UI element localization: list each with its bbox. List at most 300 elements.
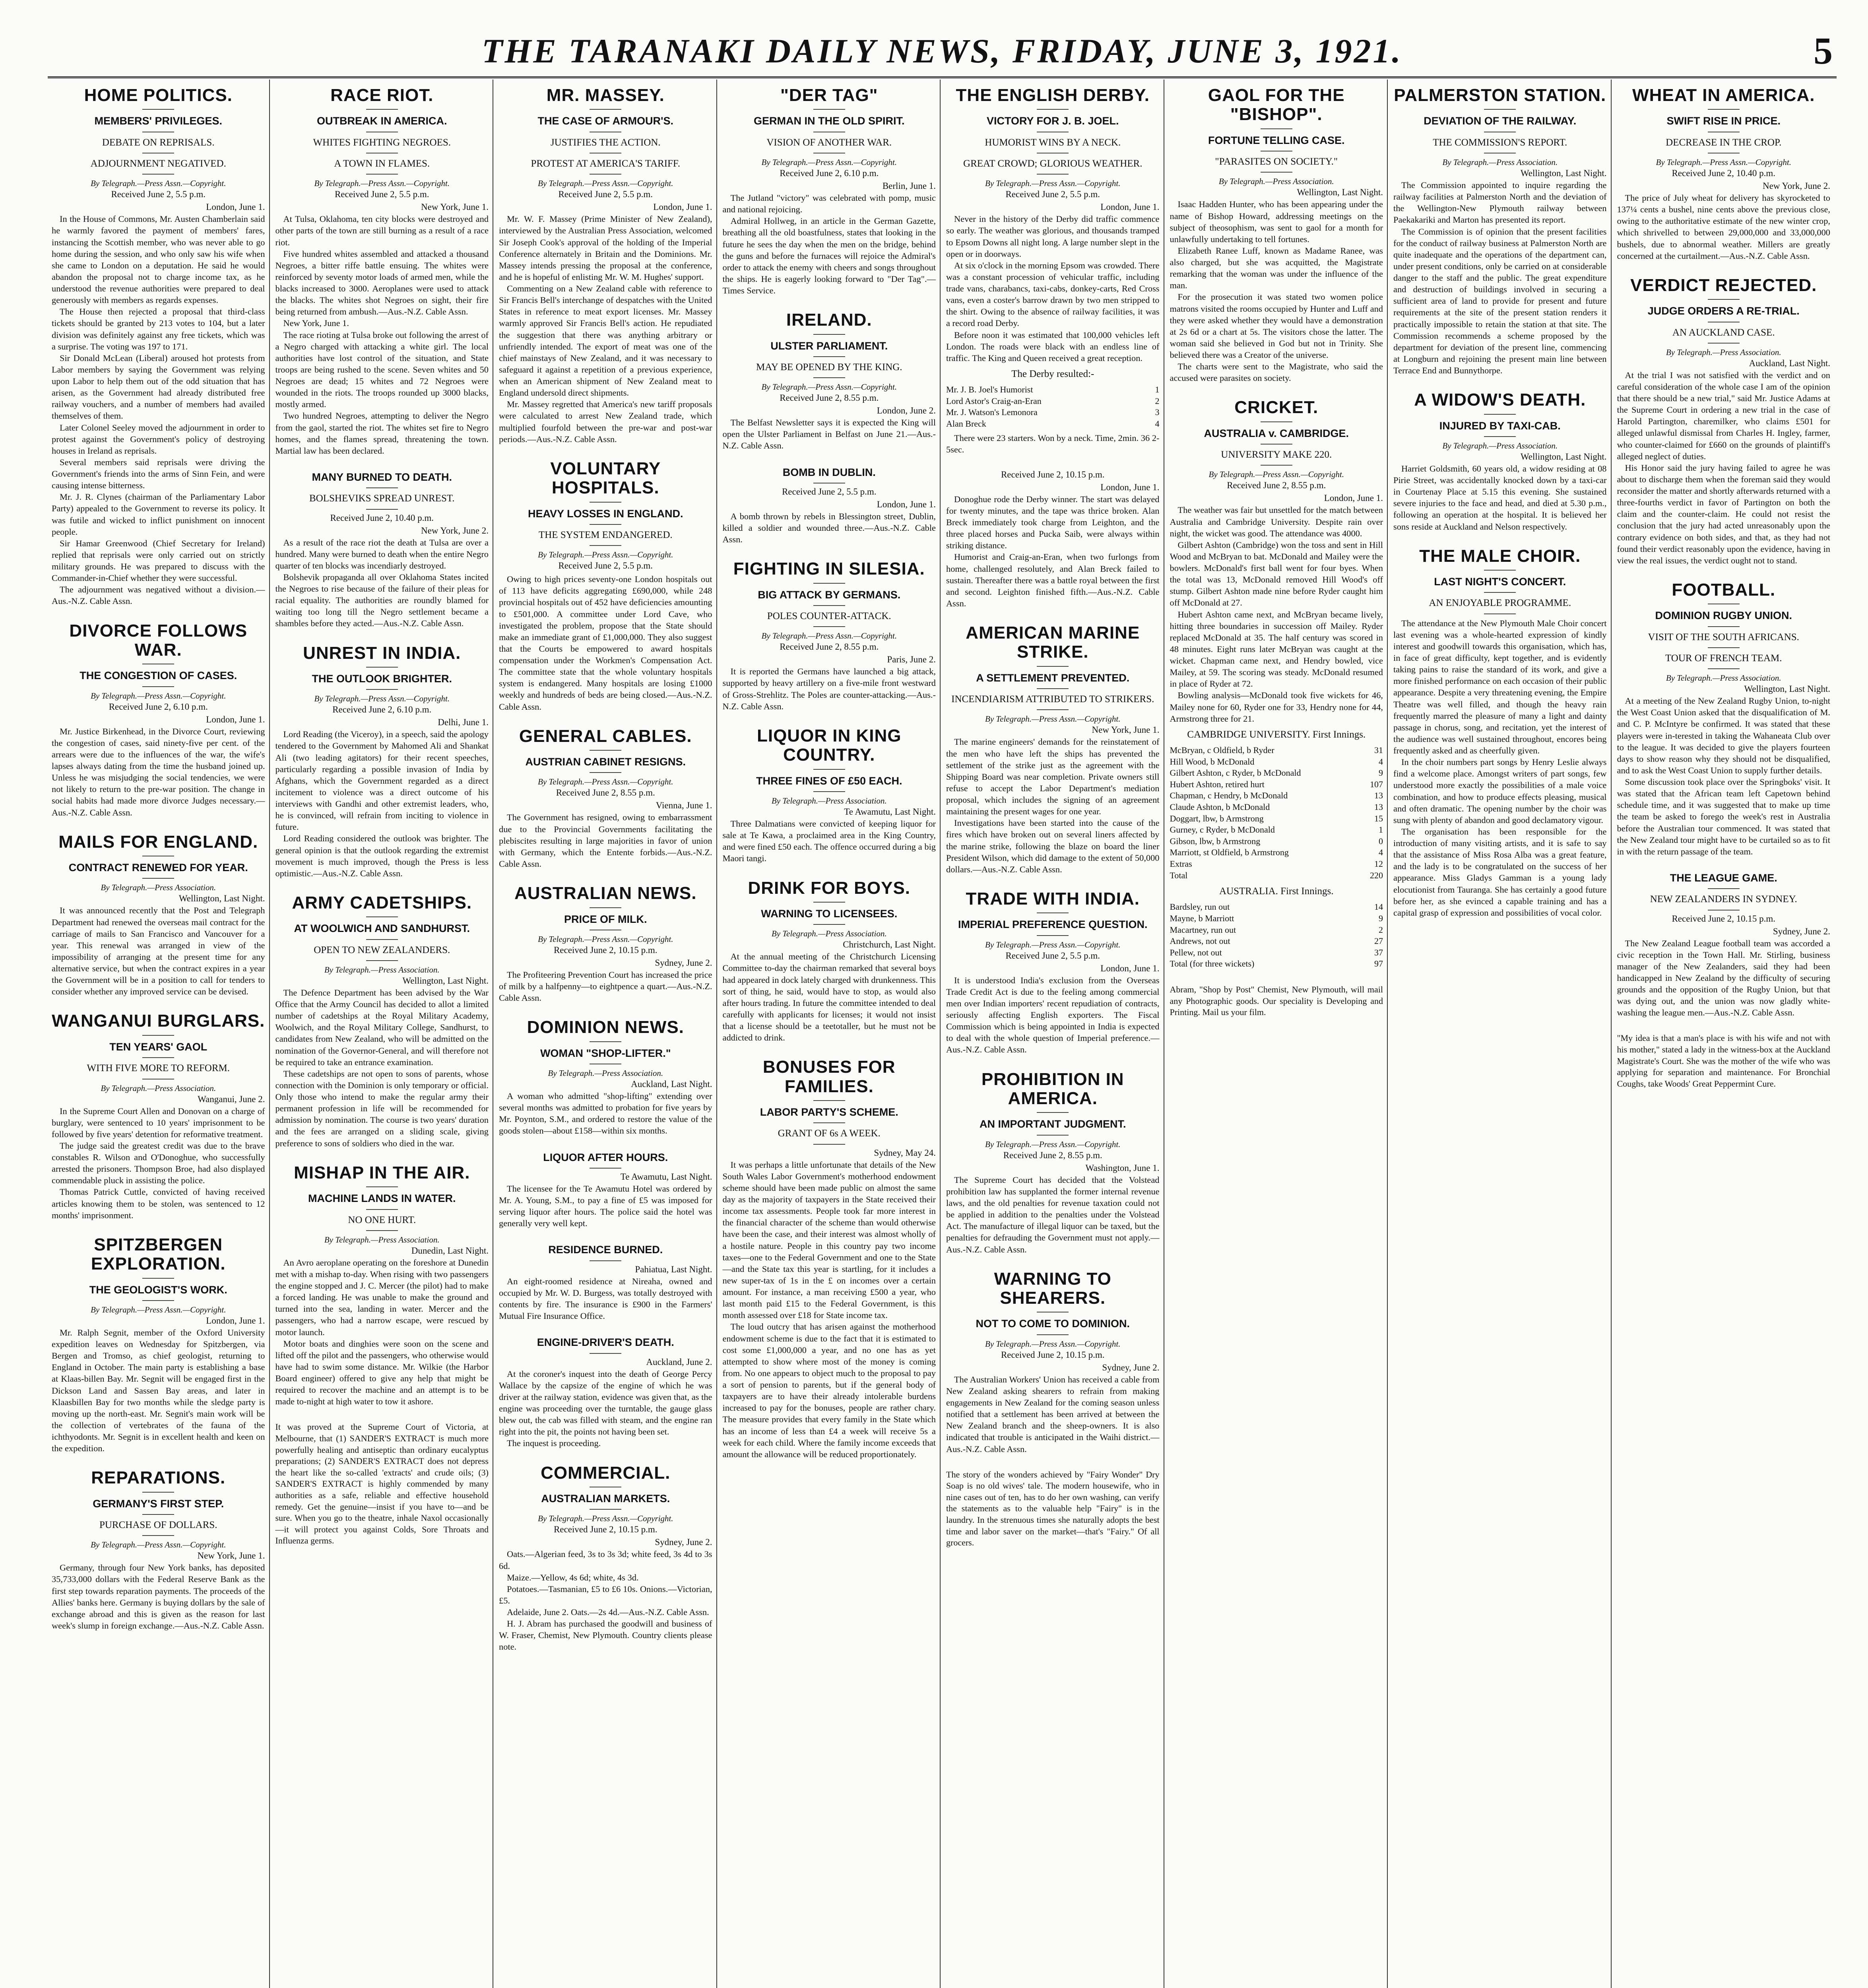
article (52, 1011, 265, 1221)
paragraph: Lord Reading (the Viceroy), in a speech, said the apology tendered to the Government by Mahomed Ali and Shankat Ali (two leading agitators) for their recent speeches, particularly regarding a possible invasion of India by Afghans, which the Government regarded as a direct incitement to violence was a direct outcome of his interviews with Gandhi and other extremist leaders, who, he is convinced, will refrain from inciting to violence in future. (275, 729, 489, 832)
column-rule (1387, 80, 1388, 1988)
article-subheading: GERMAN IN THE OLD SPIRIT. (753, 115, 905, 127)
paragraph: Mr. Justice Birkenhead, in the Divorce Court, reviewing the congestion of cases, said ninety-five per cent. of the arrears were due to the influences of the war, the wife's lapses always dating from the time the husband joined up. Unless he was misjudging the social tendencies, we were not likely to return to the pre-war position. The change in social habits had made more divorce Judges necessary.—Aus.-N.Z. Cable Assn. (52, 726, 265, 817)
paragraph: Later Colonel Seeley moved the adjournment in order to protest against the Government's policy of destroying houses in Ireland as reprisals. (52, 422, 265, 456)
article-subheading: WARNING TO LICENSEES. (761, 907, 898, 920)
article (1393, 547, 1607, 918)
paragraph: The Jutland "victory" was celebrated with pomp, music and national rejoicing. (722, 193, 936, 215)
table-cell-name: Hubert Ashton, retired hurt (1170, 779, 1265, 789)
received-line: Received June 2, 8.55 p.m. (1227, 480, 1326, 491)
article-subheading: VICTORY FOR J. B. JOEL. (986, 115, 1119, 127)
advertisement: It was proved at the Supreme Court of Victoria, at Melbourne, that (1) SANDER'S EXTRACT is much more powerfully healing and antiseptic than ordinary eucalyptus preparations; (2) SANDER'S EXTRACT does not depress the heart like the so-called 'extracts' and crude oils; (3) SANDER'S EXTRACT is highly commended by many authorities as a safe, reliable and effective household remedy. Get the genuine—insist if you have to—and be sure. When you go to the theatre, inhale Naxol occasionally—it will protect you against Colds, Sore Throats and Influenza germs. (275, 1422, 489, 1546)
article-subheading: BOMB IN DUBLIN. (782, 466, 876, 478)
article-headline: MISHAP IN THE AIR. (294, 1163, 470, 1182)
article-headline: MR. MASSEY. (546, 85, 665, 105)
divider (1484, 570, 1516, 571)
paragraph: The charts were sent to the Magistrate, who said the accused were parasites on society. (1170, 361, 1383, 383)
credit-line: By Telegraph.—Press Association. (1442, 441, 1558, 450)
credit-line: By Telegraph.—Press Association. (101, 1083, 216, 1093)
divider (813, 1122, 845, 1123)
received-line: Received June 2, 10.15 p.m. (553, 1524, 658, 1535)
article (1170, 398, 1383, 970)
column-3 (495, 80, 716, 1988)
received-line: Received June 2, 10.15 p.m. (553, 945, 658, 955)
article-subheading: LIQUOR AFTER HOURS. (543, 1151, 668, 1163)
divider (1037, 174, 1069, 175)
divider (590, 174, 621, 175)
table-cell-name: Extras (1170, 859, 1192, 869)
article (1617, 1033, 1831, 1089)
column-5 (942, 80, 1164, 1988)
divider (1708, 343, 1740, 344)
dateline: Wellington, Last Night. (1520, 168, 1607, 179)
article (275, 644, 489, 879)
paragraph: Mr. Massey regretted that America's new tariff proposals were calculated to arrest New Zealand trade, which multiplied fourfold between the pre-war and post-war periods.—Aus.-N.Z. Cable Assn. (499, 399, 712, 444)
table-cell-name: Chapman, c Hendry, b McDonald (1170, 790, 1288, 801)
divider (590, 1353, 621, 1354)
credit-line: By Telegraph.—Press Assn.—Copyright. (538, 550, 673, 560)
dateline: Wellington, Last Night. (1744, 684, 1830, 694)
divider (1484, 109, 1516, 110)
article-subheading: ENGINE-DRIVER'S DEATH. (537, 1336, 674, 1349)
article-subheading: AUSTRALIAN MARKETS. (541, 1492, 670, 1505)
credit-line: By Telegraph.—Press Assn.—Copyright. (985, 179, 1121, 188)
table-cell-name: Alan Breck (946, 418, 986, 429)
paragraph: Maize.—Yellow, 4s 6d; white, 4s 3d. (507, 1572, 639, 1582)
credit-line: By Telegraph.—Press Association. (324, 965, 440, 975)
divider (142, 1514, 174, 1515)
article-headline: BONUSES FOR FAMILIES. (762, 1057, 896, 1096)
divider (813, 1144, 845, 1145)
paragraph: The loud outcry that has arisen against the motherhood endowment scheme is due to the fact that it is estimated to cost some £1,000,000 a year, and no one has as yet attempted to show where most of the money is coming from. No one appears to object much to the proposal to pay a sort of pension to parents, but if the general body of taxpayers are to have their already intolerable burdens increased to pay for the bonuses, people are rather chary. The measure provides that every family in the State which has an income of less than £4 a week will receive 5s a week for each child. Where the family income exceeds that amount the allowance will be reduced proportionately. (722, 1322, 936, 1459)
credit-line: By Telegraph.—Press Association. (771, 796, 887, 806)
table-row (946, 407, 1160, 418)
paragraph: Bolshevik propaganda all over Oklahoma States incited the Negroes to rise because of the failure of their pleas for racial equality. The authorities are roundly blamed for waiting too long till the Negro settlement became a shambles before they acted.—Aus.-N.Z. Cable Assn. (275, 572, 489, 629)
article (499, 884, 712, 1004)
divider (1261, 128, 1292, 129)
divider (590, 907, 621, 908)
divider (1708, 888, 1740, 889)
divider (590, 502, 621, 503)
divider (590, 1260, 621, 1261)
dateline: Paris, June 2. (887, 654, 936, 665)
table-title: AUSTRALIA. First Innings. (1219, 886, 1334, 897)
article-subheading: DEVIATION OF THE RAILWAY. (1424, 115, 1577, 127)
divider (1261, 465, 1292, 466)
article-subheading: OPEN TO NEW ZEALANDERS. (314, 944, 450, 955)
received-line: Received June 2, 5.5 p.m. (558, 561, 653, 571)
table-row (1170, 901, 1383, 913)
divider (142, 1535, 174, 1536)
dateline: Sydney, June 2. (655, 957, 712, 968)
article-subheading: AT WOOLWICH AND SANDHURST. (294, 922, 470, 935)
received-line: Received June 2, 10.15 p.m. (1672, 913, 1776, 924)
article-headline: THE ENGLISH DERBY. (956, 85, 1150, 105)
article-subheading: WITH FIVE MORE TO REFORM. (87, 1063, 230, 1074)
divider (366, 689, 398, 690)
credit-line: By Telegraph.—Press Assn.—Copyright. (91, 1305, 226, 1314)
received-line: Received June 2, 5.5 p.m. (782, 486, 877, 497)
dateline: Sydney, June 2. (655, 1537, 712, 1547)
divider (142, 1057, 174, 1058)
dateline: Auckland, Last Night. (631, 1079, 712, 1089)
received-line: Received June 2, 10.15 p.m. (1001, 469, 1105, 480)
paragraph: The New Zealand League football team was accorded a civic reception in the Town Hall. Mr. Stirling, business manager of the New Zealanders, said they had been handicapped in New Zealand by the difficulty of securing grounds and the opposition of the Rugby Union, but that was dying out, and the union was now gladly white-washing the league men.—Aus.-N.Z. Cable Assn. (1617, 938, 1830, 1018)
article (52, 86, 265, 607)
table-cell-name: McBryan, c Oldfield, b Ryder (1170, 745, 1274, 755)
divider (366, 960, 398, 961)
paragraph: The inquest is proceeding. (507, 1438, 601, 1448)
divider (1037, 1135, 1069, 1136)
article (275, 893, 489, 1149)
advertisement: The story of the wonders achieved by "Fairy Wonder" Dry Soap is no old wives' tale. The modern housewife, who in nine cases out of ten, has to do her own washing, can verify the statements as to the valuable help "Fairy" is in the laundry. In the strenuous times she naturally adopts the best time and labor saver on the market—that's "Fairy." Of all grocers. (946, 1469, 1160, 1548)
article-subheading: IMPERIAL PREFERENCE QUESTION. (958, 918, 1148, 931)
divider (813, 109, 845, 110)
article-subheading: PURCHASE OF DOLLARS. (99, 1520, 217, 1531)
table-row (1170, 790, 1383, 802)
article-subheading: VISIT OF THE SOUTH AFRICANS. (1648, 631, 1799, 643)
divider (590, 524, 621, 525)
table-cell-name: Bardsley, run out (1170, 902, 1230, 912)
dateline: New York, June 1. (421, 202, 489, 212)
table-cell-name: Gibson, lbw, b Armstrong (1170, 836, 1261, 846)
article-subheading: MEMBERS' PRIVILEGES. (94, 115, 222, 127)
credit-line: By Telegraph.—Press Assn.—Copyright. (985, 940, 1121, 949)
article-subheading: RESIDENCE BURNED. (548, 1244, 663, 1256)
article (946, 1469, 1160, 1549)
divider (813, 924, 845, 925)
table-row (1170, 745, 1383, 756)
table-title: CAMBRIDGE UNIVERSITY. First Innings. (1187, 729, 1366, 740)
credit-line: By Telegraph.—Press Assn.—Copyright. (538, 777, 673, 787)
credit-line: By Telegraph.—Press Association. (548, 1068, 663, 1078)
divider (590, 545, 621, 546)
paragraph: In the choir numbers part songs by Henry Leslie always find a welcome place. Amongst writers of part songs, few understood more exactly the possibilities of a male voice combination, and how to produce effects pleasing, musical and often dramatic. The opening number by the choir was sung with plenty of abandon and good declamatory vigour. (1393, 757, 1607, 825)
divider (813, 583, 845, 584)
article (1170, 86, 1383, 384)
divider (813, 356, 845, 357)
article (946, 623, 1160, 875)
article-headline: HOME POLITICS. (84, 85, 233, 105)
article-subheading: UNIVERSITY MAKE 220. (1221, 449, 1332, 460)
article-subheading: DECREASE IN THE CROP. (1666, 137, 1782, 148)
article-headline: RACE RIOT. (330, 85, 434, 105)
article-headline: CRICKET. (1234, 398, 1319, 417)
paragraph: Investigations have been started into the cause of the fires which have broken out on several liners affected by the marine strike, following the blaze on board the liner President Wilson, which did damage to the extent of 50,000 dollars.—Aus.-N.Z. Cable Assn. (946, 818, 1160, 874)
table-cell-value: 4 (1155, 418, 1160, 429)
article (1617, 872, 1831, 1019)
dateline: New York, June 1. (197, 1551, 265, 1561)
article-subheading: GRANT OF 6s A WEEK. (778, 1128, 881, 1139)
article-subheading: THE GEOLOGIST'S WORK. (89, 1283, 227, 1296)
article-headline: VERDICT REJECTED. (1630, 275, 1817, 295)
table-cell-value: 9 (1379, 768, 1383, 778)
paragraph: Germany, through four New York banks, has deposited 35,733,000 dollars with the Federal Reserve Bank as the first step towards reparation payments. The proceeds of the Allies' banks here. Germany is buying dollars by the sale of exchange abroad and this is given as the reason for last week's slump in foreign exchange.—Aus.-N.Z. Cable Assn. (52, 1563, 265, 1631)
column-4 (719, 80, 940, 1988)
dateline: Te Awamutu, Last Night. (620, 1171, 712, 1182)
table-cell-value: 4 (1379, 847, 1383, 858)
paragraph: A woman who admitted "shop-lifting" extending over several months was admitted to probation for five years by Mr. Poynton, S.M., and ordered to restore the value of the goods stolen—about £158—within six months. (499, 1091, 712, 1136)
article-subheading: DEBATE ON REPRISALS. (102, 137, 215, 148)
article (499, 86, 712, 445)
received-line: Received June 2, 5.5 p.m. (334, 189, 429, 200)
article-subheading: POLES COUNTER-ATTACK. (767, 611, 891, 622)
article-subheading: WHITES FIGHTING NEGROES. (313, 137, 451, 148)
dateline: Dunedin, Last Night. (411, 1245, 489, 1256)
article (723, 879, 936, 1044)
article-headline: THE MALE CHOIR. (1419, 546, 1581, 566)
article-subheading: "PARASITES ON SOCIETY." (1215, 156, 1338, 167)
paragraph: A bomb thrown by rebels in Blessington street, Dublin, killed a soldier and wounded three.—Aus.-N.Z. Cable Assn. (722, 511, 936, 545)
paragraph: Isaac Hadden Hunter, who has been appearing under the name of Bishop Howard, addressing meetings on the subject of theosophism, was sent to gaol for a month for unlawfully undertaking to tell fortunes. (1170, 199, 1383, 244)
article-headline: "DER TAG" (780, 85, 878, 105)
article (275, 471, 489, 629)
divider (590, 1041, 621, 1042)
article-headline: COMMERCIAL. (541, 1463, 671, 1483)
received-line: Received June 2, 8.55 p.m. (1003, 1150, 1102, 1160)
paragraph: Oats.—Algerian feed, 3s to 3s 3d; white feed, 3s 4d to 3s 6d. (499, 1549, 712, 1571)
dateline: New York, June 1. (1092, 725, 1160, 735)
paragraph: The organisation has been responsible for the introduction of many visiting artists, and it is safe to say that the assistance of Miss Rosa Alba was a great feature, and the lady is to be congratulated on the success of her appearance. Miss Gladys Gamman is a young lady elocutionist from Tauranga. She has certainly a good future before her, as she evinced a capable training and has a capital grasp of expression and possibilities of vocal color. (1393, 826, 1607, 918)
divider (1708, 647, 1740, 648)
column-rule (940, 80, 941, 1988)
table-cell-name: Marriott, st Oldfield, b Armstrong (1170, 847, 1289, 858)
paragraph: The judge said the greatest credit was due to the brave constables R. Wilson and O'Donoghue, who successfully arrested the prisoners. Thompson Broe, had also displayed commendable pluck in assisting the police. (52, 1140, 265, 1186)
credit-line: By Telegraph.—Press Assn.—Copyright. (761, 631, 897, 641)
article-subheading: THE CONGESTION OF CASES. (80, 670, 237, 682)
divider (1484, 592, 1516, 593)
paragraph: Lord Reading considered the outlook was brighter. The general opinion is that the outlook regarding the extremist movement is much improved, though the Press is less optimistic.—Aus.-N.Z. Cable Assn. (275, 833, 489, 878)
dateline: Wellington, Last Night. (178, 893, 265, 904)
article (499, 459, 712, 712)
paragraph: Three Dalmatians were convicted of keeping liquor for sale at Te Kawa, a proclaimed area in the King Country, and were fined £50 each. The offence occurred during a big Maori tangi. (722, 819, 936, 864)
paragraph: The weather was fair but unsettled for the match between Australia and Cambridge University. Despite rain over night, the wicket was good. The attendance was 4000. (1170, 505, 1383, 538)
article-subheading: THE CASE OF ARMOUR'S. (537, 115, 673, 127)
divider (1037, 709, 1069, 710)
paragraph: At Tulsa, Oklahoma, ten city blocks were destroyed and other parts of the town are still burning as a result of a race riot. (275, 214, 489, 247)
article-subheading: SWIFT RISE IN PRICE. (1666, 115, 1781, 127)
divider (366, 667, 398, 668)
divider (1037, 935, 1069, 936)
paragraph: In the House of Commons, Mr. Austen Chamberlain said he warmly favored the payment of members' fares, instancing the Scottish member, who was never able to go home during the session, and who only saw his wife when she came to London on a deputation. He said he would abandon the proposal not to charge income tax, as he understood the revenue authorities were prepared to deal generously with members as regards expenses. (52, 214, 265, 305)
article-headline: IRELAND. (786, 310, 872, 330)
table-row (1170, 767, 1383, 779)
table-cell-value: 12 (1374, 859, 1383, 869)
article-headline: VOLUNTARY HOSPITALS. (550, 458, 661, 498)
table-cell-value: 2 (1155, 396, 1160, 406)
article (723, 86, 936, 296)
column-1 (48, 80, 269, 1988)
paragraph: Gilbert Ashton (Cambridge) won the toss and sent in Hill Wood and McBryan to bat. McDonald and Mailey were the bowlers. McDonald's first ball went for four byes. When the total was 13, McDonald removed Hill Wood's off stump. Gilbert Ashton made nine before Ryder caught him off McDonald at 27. (1170, 540, 1383, 608)
divider (1037, 912, 1069, 913)
article-subheading: THE OUTLOOK BRIGHTER. (312, 672, 452, 685)
divider (1484, 436, 1516, 437)
table-row (1170, 847, 1383, 858)
article (499, 1464, 712, 1653)
table-row (1170, 802, 1383, 813)
paragraph: His Honor said the jury having failed to agree he was about to discharge them when the foreman said they would reconsider the matter and shortly afterwards returned with a three-fourths verdict in favor of Partington on both the claim and the counter-claim. He could not resist the conclusion that the jury had acted unreasonably upon the contrary evidence on both sides, and that, as they had not found their verdict reasonably upon the evidence, having in view the real issues, the verdict ought not to stand. (1617, 462, 1830, 565)
received-line: Received June 2, 5.5 p.m. (111, 189, 206, 200)
article-subheading: BOLSHEVIKS SPREAD UNREST. (309, 493, 455, 504)
dateline: London, June 1. (653, 202, 712, 212)
table-row (946, 396, 1160, 407)
divider (366, 174, 398, 175)
divider (813, 769, 845, 770)
dateline: Sydney, June 2. (1773, 926, 1830, 936)
paragraph: Mr. W. F. Massey (Prime Minister of New Zealand), interviewed by the Australian Press Association, welcomed Sir Joseph Cook's approval of the holding of the Imperial Conference alternately in Britain and the Dominions. Mr. Massey intends pressing the proposal at the conference, and he is hopeful of enlisting Mr. W. M. Hughes' support. (499, 214, 712, 282)
received-line: Received June 2, 10.40 p.m. (330, 513, 434, 523)
table-cell-name: Total (1170, 870, 1188, 880)
dateline: Vienna, June 1. (656, 800, 712, 811)
paragraph: As a result of the race riot the death at Tulsa are over a hundred. Many were burned to death when the entire Negro quarter of ten blocks was incendiarly destroyed. (275, 537, 489, 571)
divider (366, 487, 398, 488)
divider (1484, 414, 1516, 415)
paragraph: An Avro aeroplane operating on the foreshore at Dunedin met with a mishap to-day. When rising with two passengers the engine stopped and J. C. Mercer (the pilot) had to make a forced landing. He was unable to make the ground and turned into the sea, landing in water. Mercer and the passengers, who had a narrow escape, were rescued by motor launch. (275, 1257, 489, 1337)
table-cell-name: Pellew, not out (1170, 947, 1222, 957)
article (946, 889, 1160, 1056)
page-number: 5 (1814, 29, 1833, 72)
article (1170, 984, 1383, 1018)
article (52, 621, 265, 818)
table-cell-value: 13 (1374, 790, 1383, 801)
article-subheading: AUSTRIAN CABINET RESIGNS. (525, 756, 686, 768)
paragraph: The Commission is of opinion that the present facilities for the conduct of railway business at Palmerston North are quite inadequate and the operations of the department can, under present conditions, only be carried on at considerable danger to the staff and the public. The great expenditure and destruction of buildings involved in securing a sufficient area of land to provide for present and future requirements at the site of the present station renders it practically impossible to retain the station at that site. The Commission recommends a scheme proposed by the department for deviation of the present line, commencing at Longburn and rejoining the present main line between Terrace End and Bunnythorpe. (1393, 226, 1607, 376)
article-headline: DIVORCE FOLLOWS WAR. (69, 621, 248, 660)
credit-line: By Telegraph.—Press Assn.—Copyright. (985, 1139, 1121, 1149)
dateline: London, June 1. (206, 202, 265, 212)
article-headline: ARMY CADETSHIPS. (292, 893, 472, 912)
advertisement: "My idea is that a man's place is with his wife and not with his mother," stated a lady in the witness-box at the Auckland Magistrate's Court. She was the mother of the wife who was applying for separation and maintenance. For Bronchial Coughs, take Woods' Great Peppermint Cure. (1617, 1033, 1830, 1089)
table-cell-value: 107 (1370, 779, 1383, 789)
table-row (1170, 870, 1383, 881)
received-line: Received June 2, 10.15 p.m. (1001, 1349, 1105, 1360)
article (499, 1336, 712, 1449)
article (946, 470, 1160, 609)
dateline: Auckland, June 2. (646, 1357, 712, 1367)
article (499, 1243, 712, 1322)
paragraph: These cadetships are not open to sons of parents, whose connection with the Dominion is only temporary or official. Only those who intend to make the regular army their permanent profession in life will be recommended for admission by nomination. The course is two years' duration and the fees are arranged on a sliding scale, giving preference to sons of soldiers who died in the war. (275, 1068, 489, 1148)
article (275, 86, 489, 456)
divider (1037, 1112, 1069, 1113)
article (499, 727, 712, 870)
divider (590, 1509, 621, 1510)
divider (590, 772, 621, 773)
divider (366, 939, 398, 940)
article (723, 1058, 936, 1460)
table-cell-value: 14 (1374, 902, 1383, 912)
article (52, 1235, 265, 1454)
paragraph: Elizabeth Ranee Luff, known as Madame Ranee, was also charged, but she was acquitted, the Magistrate remarking that the woman was under the influence of the man. (1170, 245, 1383, 291)
divider (813, 377, 845, 378)
paragraph: In the Supreme Court Allen and Donovan on a charge of burglary, were sentenced to 10 years' imprisonment to be followed by five years' detention for reformative treatment. (52, 1106, 265, 1139)
table-row (1170, 947, 1383, 959)
dateline: Auckland, Last Night. (1749, 358, 1830, 368)
article-headline: SPITZBERGEN EXPLORATION. (91, 1235, 226, 1274)
paragraph: Donoghue rode the Derby winner. The start was delayed for twenty minutes, and the tape was thrice broken. Alan Breck immediately took charge from Leighton, and the three placed horses and Pucka Saib, were always within striking distance. (946, 494, 1160, 551)
table-cell-name: Doggart, lbw, b Armstrong (1170, 813, 1264, 823)
table-cell-value: 1 (1379, 825, 1383, 835)
credit-line: By Telegraph.—Press Assn.—Copyright. (314, 694, 450, 704)
dateline: London, June 1. (1100, 482, 1160, 492)
article (946, 1070, 1160, 1255)
article-subheading: THE COMMISSION'S REPORT. (1433, 137, 1567, 148)
divider (1037, 109, 1069, 110)
article-subheading: GERMANY'S FIRST STEP. (93, 1497, 224, 1510)
masthead-title: THE TARANAKI DAILY NEWS, FRIDAY, JUNE 3, 1921. (482, 32, 1402, 70)
paragraph: At six o'clock in the morning Epsom was crowded. There was a constant procession of vehicular traffic, including trade vans, charabancs, taxi-cabs, donkey-carts, Red Cross vans, even a coster's barrow drawn by two men stripped to the shirt. Owing to the absence of railway facilities, it was a record road Derby. (946, 260, 1160, 328)
column-rule (1611, 80, 1612, 1988)
article-subheading: JUSTIFIES THE ACTION. (550, 137, 661, 148)
dateline: Wellington, Last Night. (1297, 187, 1383, 198)
credit-line: By Telegraph.—Press Assn.—Copyright. (91, 179, 226, 188)
article-subheading: PRICE OF MILK. (564, 913, 647, 925)
dateline: Washington, June 1. (1085, 1163, 1160, 1173)
received-line: Received June 2, 5.5 p.m. (1005, 189, 1100, 200)
table-row (946, 418, 1160, 430)
article-headline: TRADE WITH INDIA. (966, 889, 1140, 909)
article-subheading: ULSTER PARLIAMENT. (770, 340, 888, 352)
article (723, 559, 936, 712)
article-subheading: HUMORIST WINS BY A NECK. (985, 137, 1121, 148)
advertisement: Abram, "Shop by Post" Chemist, New Plymouth, will mail any Photographic goods. Our speciality is Developing and Printing. Mail us your film. (1170, 984, 1383, 1017)
credit-line: By Telegraph.—Press Association. (1218, 177, 1334, 186)
table-cell-value: 31 (1374, 745, 1383, 755)
article-subheading: NOT TO COME TO DOMINION. (976, 1318, 1130, 1330)
paragraph: There were 23 starters. Won by a neck. Time, 2min. 36 2-5sec. (946, 433, 1160, 454)
table-cell-name: Mr. J. B. Joel's Humorist (946, 384, 1033, 395)
article-subheading: INCENDIARISM ATTRIBUTED TO STRIKERS. (951, 694, 1154, 705)
article-headline: A WIDOW'S DEATH. (1414, 390, 1586, 410)
divider (590, 750, 621, 751)
dateline: Sydney, May 24. (874, 1147, 936, 1158)
table-cell-name: Macartney, run out (1170, 924, 1236, 935)
table-cell-value: 9 (1379, 913, 1383, 924)
divider (813, 334, 845, 335)
paragraph: Some discussion took place over the Springboks' visit. It was stated that the African team left Capetown behind schedule time, and it was suggested that to make up time the team be asked to forego the week's rest in Australia before the Australian tour commenced. It was stated that the New Zealand tour might have to be curtailed so as to fit in with the return passage of the team. (1617, 777, 1830, 856)
article-subheading: PROTEST AT AMERICA'S TARIFF. (531, 158, 681, 169)
article (946, 1270, 1160, 1455)
paragraph: The Australian Workers' Union has received a cable from New Zealand asking shearers to refrain from making engagements in New Zealand for the coming season unless notified that a settlement has been arrived at between the New Zealand branch and the sheep-owners. It is also indicated that trouble is anticipated in the Waihi district.—Aus.-N.Z. Cable Assn. (946, 1374, 1160, 1454)
article-headline: LIQUOR IN KING COUNTRY. (757, 726, 902, 765)
dateline: Christchurch, Last Night. (843, 940, 936, 950)
table-cell-value: 37 (1374, 947, 1383, 957)
divider (1261, 444, 1292, 445)
paragraph: It is reported the Germans have launched a big attack, supported by heavy artillery on a five-mile front westward of Gross-Strehlitz. The Poles are counter-attacking.—Aus.-N.Z. Cable Assn. (722, 666, 936, 711)
article-headline: UNREST IN INDIA. (303, 643, 461, 663)
table-cell-name: Claude Ashton, b McDonald (1170, 802, 1270, 812)
paragraph: The Profiteering Prevention Court has increased the price of milk by a halfpenny—to eightpence a quart.—Aus.-N.Z. Cable Assn. (499, 969, 712, 1003)
table-cell-value: 1 (1155, 384, 1160, 395)
article-subheading: ADJOURNMENT NEGATIVED. (90, 158, 226, 169)
column-6 (1166, 80, 1387, 1988)
dateline: London, June 1. (1100, 202, 1160, 212)
paragraph: Two hundred Negroes, attempting to deliver the Negro from the gaol, started the riot. The whites set fire to Negro homes, and the flames spread, threatening the town. Martial law has been declared. (275, 411, 489, 456)
article-headline: PALMERSTON STATION. (1394, 85, 1606, 105)
paragraph: The marine engineers' demands for the reinstatement of the men who have left the ships has prevented the settlement of the strike just as the agreement with the Shipping Board was near completion. Private owners still refuse to accept the Labor Department's mediation proposal, which includes the signing of an agreement maintaining the present wages for one year. (946, 737, 1160, 817)
table-row (1170, 958, 1383, 970)
divider (813, 626, 845, 627)
paragraph: At the coroner's inquest into the death of George Percy Wallace by the capsize of the engine of which he was driver at the railway station, evidence was given that, as the engine was proceeding over the turntable, the gauge glass blew out, the cab was filled with steam, and the engine ran right into the pit, the points not having been set. (499, 1369, 712, 1437)
paragraph: New York, June 1. (283, 318, 349, 328)
credit-line: By Telegraph.—Press Assn.—Copyright. (985, 1339, 1121, 1349)
dateline: Pahiatua, Last Night. (635, 1264, 712, 1274)
paragraph: Adelaide, June 2. Oats.—2s 4d.—Aus.-N.Z. Cable Assn. (507, 1607, 709, 1617)
paragraph: At the trial I was not satisfied with the verdict and on careful consideration of the whole case I am of the opinion that there should be a new trial," said Mr. Justice Adams at the Supreme Court in ordering a new trial in the case of Harold Partington, charemilker, who claims £501 for alleged unlawful dismissal from Charles H. Ingley, farmer, who counter-claimed for £660 on the grounds of plaintiff's alleged neglect of duties. (1617, 370, 1830, 461)
article (499, 1018, 712, 1136)
paragraph: An eight-roomed residence at Nireaha, owned and occupied by Mr. W. D. Burgess, was totally destroyed with contents by fire. The insurance is £900 in the Farmers' Mutual Fire Insurance Office. (499, 1276, 712, 1321)
table-row (1170, 924, 1383, 936)
paragraph: The Belfast Newsletter says it is expected the King will open the Ulster Parliament in Belfast on June 21.—Aus.-N.Z. Cable Assn. (722, 417, 936, 451)
